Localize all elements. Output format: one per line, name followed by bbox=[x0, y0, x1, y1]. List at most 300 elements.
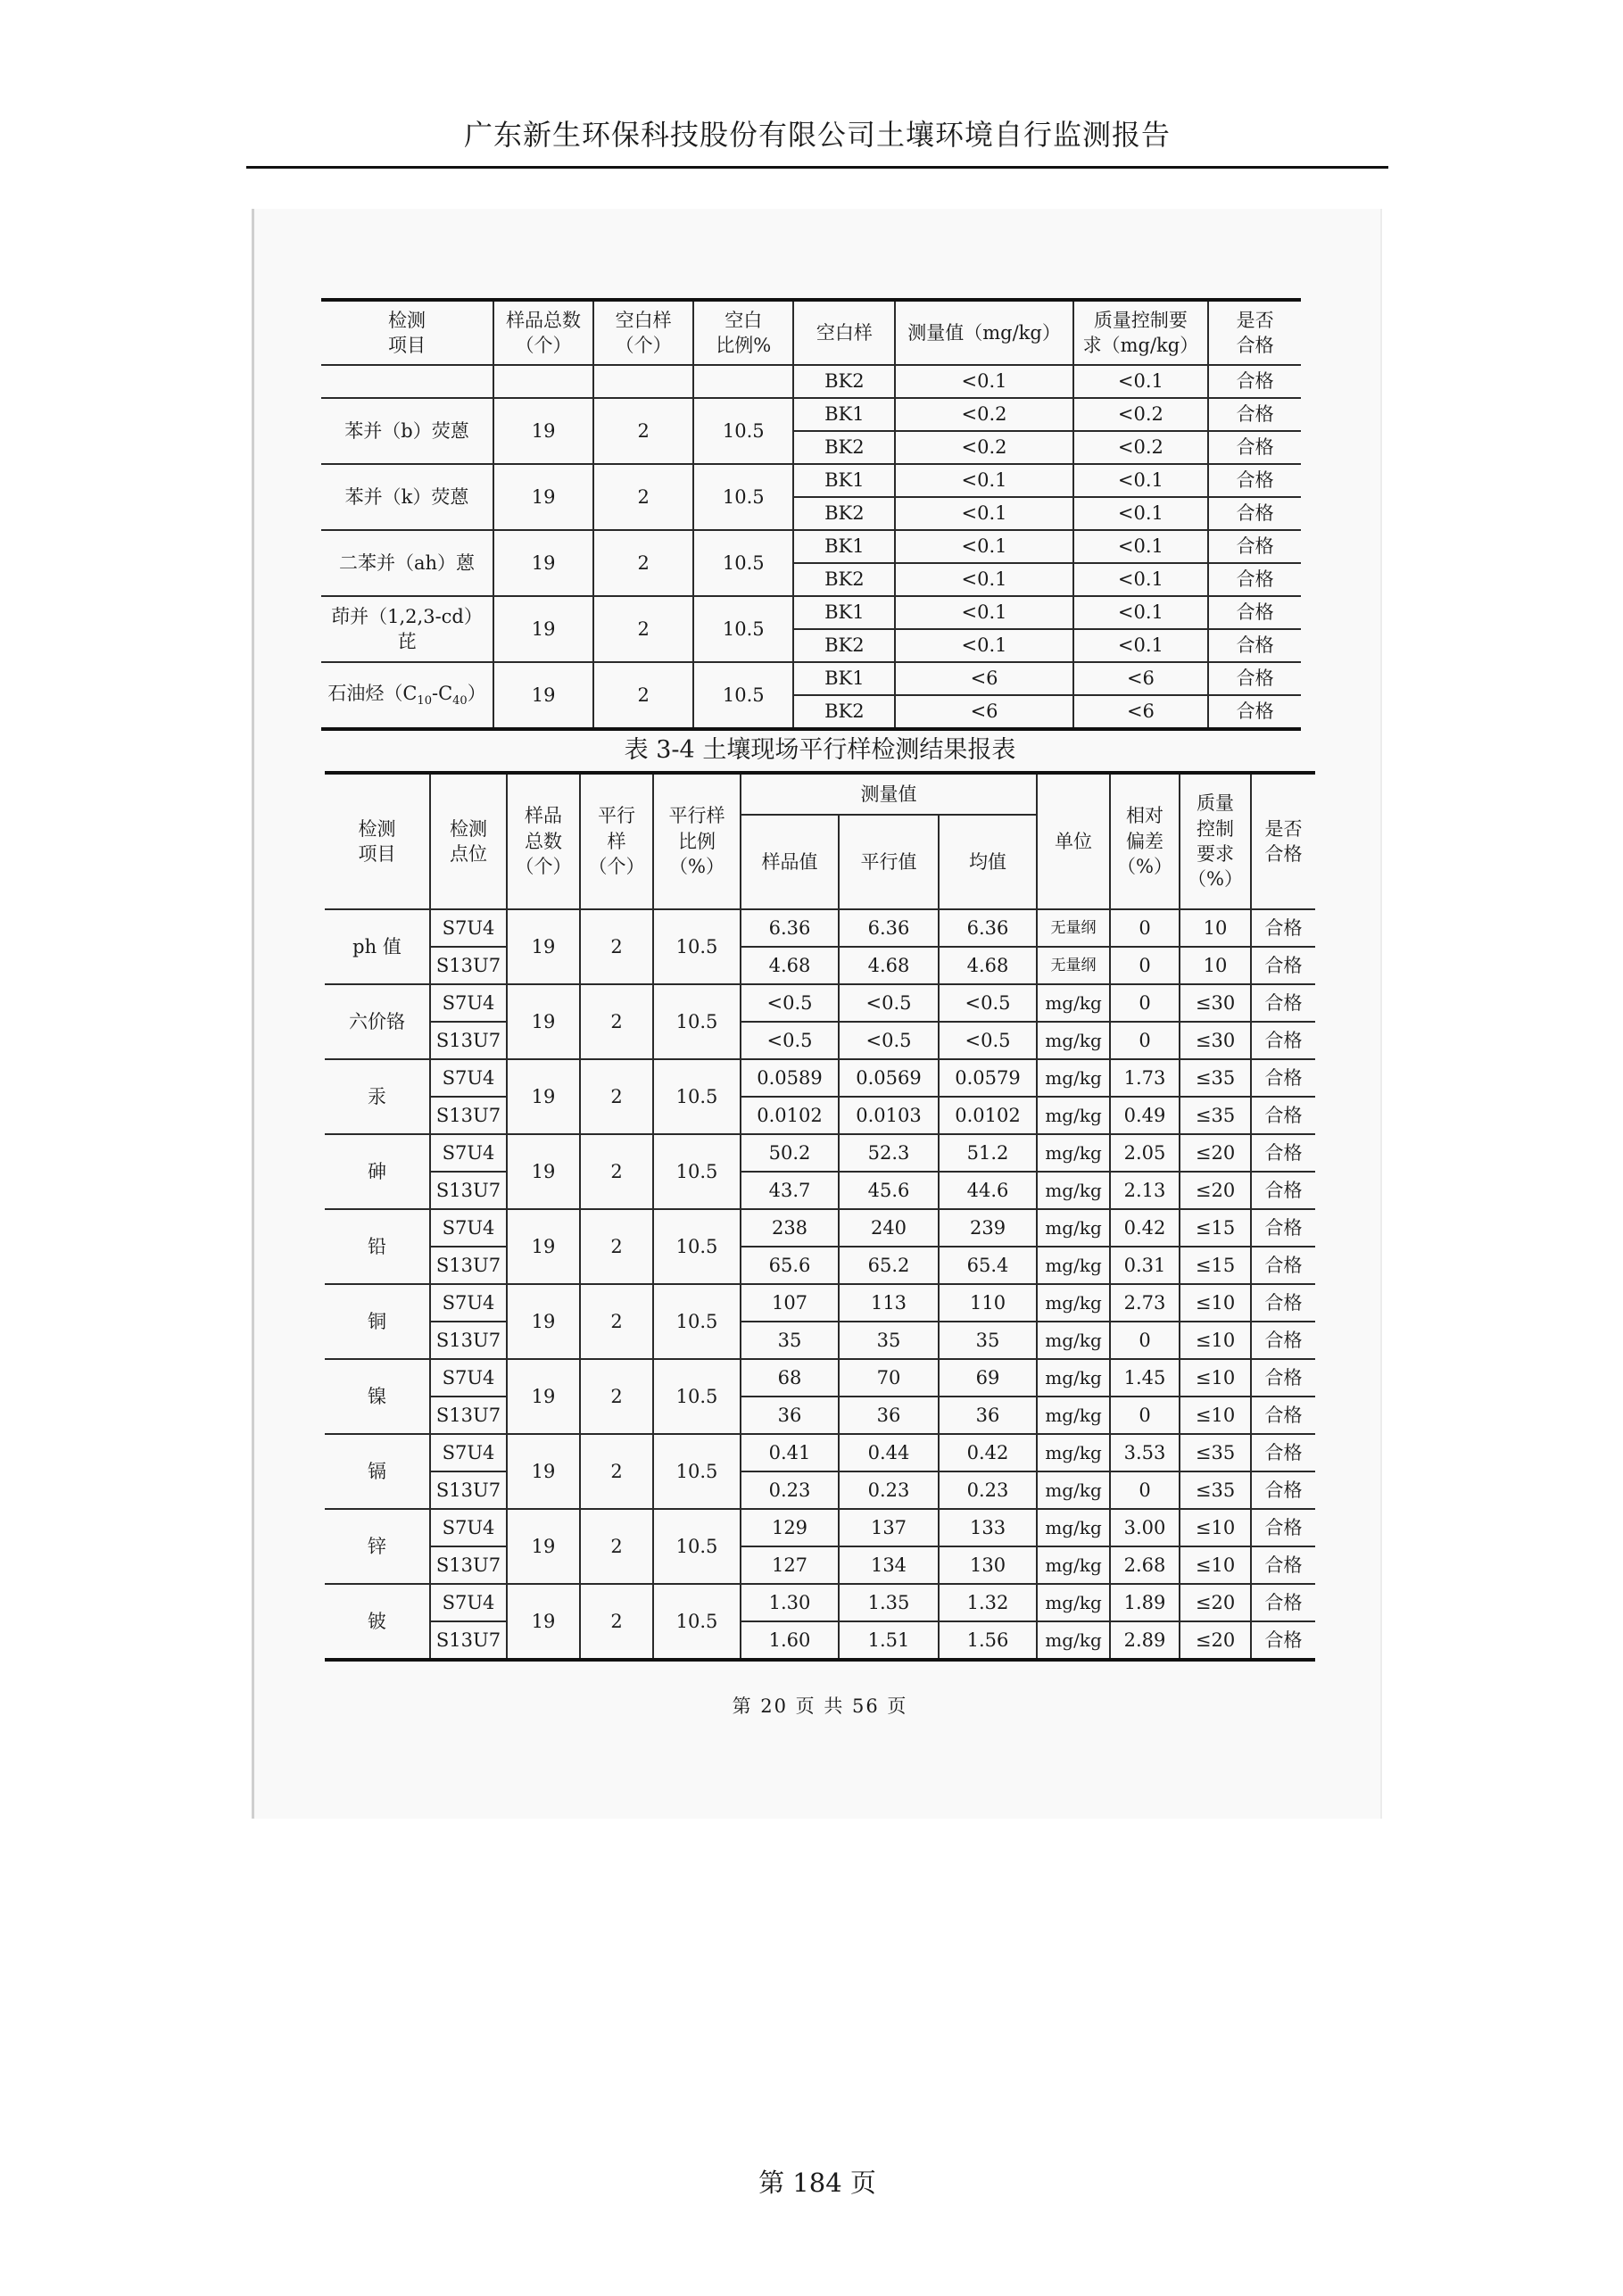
header-divider bbox=[246, 166, 1388, 169]
table-row bbox=[321, 530, 1301, 563]
test-item-cell: 苯并（k）荧蒽 bbox=[321, 464, 493, 530]
unit-cell: mg/kg bbox=[1037, 1434, 1110, 1471]
unit-cell: mg/kg bbox=[1037, 1509, 1110, 1546]
test-item-cell: 苯并（b）荧蒽 bbox=[321, 398, 493, 464]
test-item-cell: 砷 bbox=[325, 1134, 430, 1209]
result-cell: 合格 bbox=[1251, 1247, 1315, 1284]
test-item-cell: 铅 bbox=[325, 1209, 430, 1284]
measured-value-cell: <0.1 bbox=[895, 596, 1072, 629]
table-row bbox=[325, 984, 1315, 1022]
mean-value-cell: 69 bbox=[939, 1359, 1037, 1397]
result-cell: 合格 bbox=[1251, 1471, 1315, 1509]
requirement-cell: ≤30 bbox=[1180, 1022, 1251, 1059]
sample-value-cell: 0.23 bbox=[741, 1471, 839, 1509]
result-cell: 合格 bbox=[1251, 1209, 1315, 1247]
table-3-4-title: 表 3-4 土壤现场平行样检测结果报表 bbox=[624, 736, 1016, 764]
sample-value-cell: 1.30 bbox=[741, 1584, 839, 1621]
measured-value-cell: <0.2 bbox=[895, 431, 1072, 464]
parallel-value-cell: 0.0103 bbox=[839, 1097, 939, 1134]
test-item-cell: ph 值 bbox=[325, 909, 430, 984]
sample-value-cell: 6.36 bbox=[741, 909, 839, 947]
report-header: 广东新生环保科技股份有限公司土壤环境自行监测报告 bbox=[463, 118, 1171, 152]
relative-deviation-cell: 2.13 bbox=[1110, 1172, 1180, 1209]
table-row bbox=[321, 398, 1301, 431]
sample-point-cell: S13U7 bbox=[430, 1322, 507, 1359]
mean-value-cell: <0.5 bbox=[939, 984, 1037, 1022]
sample-point-cell: S13U7 bbox=[430, 1247, 507, 1284]
parallel-ratio-cell: 10.5 bbox=[653, 984, 741, 1059]
result-cell: 合格 bbox=[1251, 1172, 1315, 1209]
requirement-cell: <0.1 bbox=[1073, 365, 1209, 398]
parallel-ratio-cell: 10.5 bbox=[653, 1509, 741, 1584]
parallel-value-cell: 1.51 bbox=[839, 1621, 939, 1660]
parallel-value-cell: 6.36 bbox=[839, 909, 939, 947]
column-header: 空白样 bbox=[793, 300, 895, 365]
test-item-cell: 锌 bbox=[325, 1509, 430, 1584]
sample-point-cell: S13U7 bbox=[430, 1172, 507, 1209]
sample-point-cell: S7U4 bbox=[430, 984, 507, 1022]
requirement-cell: ≤35 bbox=[1180, 1059, 1251, 1097]
unit-cell: mg/kg bbox=[1037, 1284, 1110, 1322]
parallel-count-cell: 2 bbox=[580, 1359, 653, 1434]
unit-cell: mg/kg bbox=[1037, 1471, 1110, 1509]
parallel-count-cell: 2 bbox=[580, 909, 653, 984]
relative-deviation-cell: 1.45 bbox=[1110, 1359, 1180, 1397]
measured-value-cell: <0.1 bbox=[895, 563, 1072, 596]
blank-sample-cell: BK1 bbox=[793, 662, 895, 695]
table-row bbox=[325, 1621, 1315, 1660]
table-row bbox=[325, 1359, 1315, 1397]
requirement-cell: ≤10 bbox=[1180, 1322, 1251, 1359]
blank-sample-cell: BK2 bbox=[793, 365, 895, 398]
result-cell: 合格 bbox=[1251, 1134, 1315, 1172]
empty-cell bbox=[693, 365, 793, 398]
sample-value-cell: 1.60 bbox=[741, 1621, 839, 1660]
blank-sample-cell: BK1 bbox=[793, 596, 895, 629]
empty-cell bbox=[593, 365, 693, 398]
inner-page-number: 第 20 页 共 56 页 bbox=[732, 1695, 908, 1717]
sample-value-cell: 107 bbox=[741, 1284, 839, 1322]
sample-value-cell: 127 bbox=[741, 1546, 839, 1584]
blank-sample-table bbox=[321, 298, 1301, 731]
column-header: 相对 偏差 （%） bbox=[1110, 773, 1180, 909]
table-row bbox=[325, 1546, 1315, 1584]
relative-deviation-cell: 3.53 bbox=[1110, 1434, 1180, 1471]
relative-deviation-cell: 2.68 bbox=[1110, 1546, 1180, 1584]
requirement-cell: <0.2 bbox=[1073, 431, 1209, 464]
blank-count-cell: 2 bbox=[593, 530, 693, 596]
mean-value-cell: 4.68 bbox=[939, 947, 1037, 984]
result-cell: 合格 bbox=[1251, 1097, 1315, 1134]
relative-deviation-cell: 1.73 bbox=[1110, 1059, 1180, 1097]
relative-deviation-cell: 0 bbox=[1110, 909, 1180, 947]
parallel-ratio-cell: 10.5 bbox=[653, 1434, 741, 1509]
sample-value-cell: 65.6 bbox=[741, 1247, 839, 1284]
table-row bbox=[325, 1434, 1315, 1471]
blank-sample-cell: BK1 bbox=[793, 464, 895, 497]
table-row bbox=[321, 596, 1301, 629]
empty-cell bbox=[493, 365, 593, 398]
mean-value-cell: 0.42 bbox=[939, 1434, 1037, 1471]
blank-count-cell: 2 bbox=[593, 596, 693, 662]
relative-deviation-cell: 0 bbox=[1110, 1397, 1180, 1434]
sample-value-cell: 0.0102 bbox=[741, 1097, 839, 1134]
mean-value-cell: 65.4 bbox=[939, 1247, 1037, 1284]
table-row bbox=[325, 1322, 1315, 1359]
sample-point-cell: S13U7 bbox=[430, 1397, 507, 1434]
column-header: 样品总数 （个） bbox=[493, 300, 593, 365]
result-cell: 合格 bbox=[1251, 1584, 1315, 1621]
relative-deviation-cell: 3.00 bbox=[1110, 1509, 1180, 1546]
sample-value-cell: 238 bbox=[741, 1209, 839, 1247]
blank-sample-cell: BK1 bbox=[793, 398, 895, 431]
sample-point-cell: S13U7 bbox=[430, 1097, 507, 1134]
parallel-count-cell: 2 bbox=[580, 1059, 653, 1134]
blank-count-cell: 2 bbox=[593, 398, 693, 464]
unit-cell: mg/kg bbox=[1037, 1247, 1110, 1284]
parallel-count-cell: 2 bbox=[580, 1209, 653, 1284]
measured-value-cell: <0.1 bbox=[895, 629, 1072, 662]
table-row bbox=[321, 365, 1301, 398]
result-cell: 合格 bbox=[1251, 1621, 1315, 1660]
measured-value-cell: <0.1 bbox=[895, 464, 1072, 497]
parallel-ratio-cell: 10.5 bbox=[653, 1209, 741, 1284]
measured-value-cell: <6 bbox=[895, 695, 1072, 729]
sample-value-cell: 0.0589 bbox=[741, 1059, 839, 1097]
parallel-count-cell: 2 bbox=[580, 984, 653, 1059]
column-header: 单位 bbox=[1037, 773, 1110, 909]
table-row bbox=[321, 662, 1301, 695]
sample-total-cell: 19 bbox=[507, 1134, 580, 1209]
relative-deviation-cell: 2.73 bbox=[1110, 1284, 1180, 1322]
unit-cell: 无量纲 bbox=[1037, 947, 1110, 984]
parallel-count-cell: 2 bbox=[580, 1509, 653, 1584]
sample-total-cell: 19 bbox=[507, 1284, 580, 1359]
sample-total-cell: 19 bbox=[493, 596, 593, 662]
requirement-cell: ≤35 bbox=[1180, 1434, 1251, 1471]
unit-cell: mg/kg bbox=[1037, 1059, 1110, 1097]
requirement-cell: <0.1 bbox=[1073, 596, 1209, 629]
requirement-cell: ≤35 bbox=[1180, 1097, 1251, 1134]
table-row bbox=[325, 1022, 1315, 1059]
column-header: 质量控制要 求（mg/kg） bbox=[1073, 300, 1209, 365]
blank-ratio-cell: 10.5 bbox=[693, 596, 793, 662]
blank-sample-cell: BK2 bbox=[793, 497, 895, 530]
requirement-cell: ≤15 bbox=[1180, 1209, 1251, 1247]
mean-value-cell: <0.5 bbox=[939, 1022, 1037, 1059]
result-cell: 合格 bbox=[1208, 464, 1301, 497]
mean-value-cell: 0.0579 bbox=[939, 1059, 1037, 1097]
table-row bbox=[325, 1509, 1315, 1546]
requirement-cell: ≤10 bbox=[1180, 1509, 1251, 1546]
blank-ratio-cell: 10.5 bbox=[693, 398, 793, 464]
table-row bbox=[325, 1059, 1315, 1097]
unit-cell: mg/kg bbox=[1037, 1359, 1110, 1397]
column-header: 检测 项目 bbox=[321, 300, 493, 365]
requirement-cell: ≤20 bbox=[1180, 1172, 1251, 1209]
test-item-cell: 石油烃$(C_{10}-C_{40})$ bbox=[321, 662, 493, 729]
result-cell: 合格 bbox=[1208, 365, 1301, 398]
requirement-cell: 10 bbox=[1180, 909, 1251, 947]
relative-deviation-cell: 0 bbox=[1110, 1322, 1180, 1359]
table-row bbox=[325, 1134, 1315, 1172]
blank-ratio-cell: 10.5 bbox=[693, 464, 793, 530]
sample-point-cell: S13U7 bbox=[430, 1621, 507, 1660]
parallel-count-cell: 2 bbox=[580, 1134, 653, 1209]
requirement-cell: ≤15 bbox=[1180, 1247, 1251, 1284]
result-cell: 合格 bbox=[1251, 909, 1315, 947]
parallel-value-cell: 134 bbox=[839, 1546, 939, 1584]
parallel-value-cell: <0.5 bbox=[839, 984, 939, 1022]
requirement-cell: ≤20 bbox=[1180, 1134, 1251, 1172]
unit-cell: mg/kg bbox=[1037, 1546, 1110, 1584]
empty-cell bbox=[321, 365, 493, 398]
result-cell: 合格 bbox=[1208, 629, 1301, 662]
sample-point-cell: S7U4 bbox=[430, 1509, 507, 1546]
requirement-cell: ≤35 bbox=[1180, 1471, 1251, 1509]
sample-value-cell: <0.5 bbox=[741, 1022, 839, 1059]
measured-value-cell: <0.2 bbox=[895, 398, 1072, 431]
mean-value-cell: 6.36 bbox=[939, 909, 1037, 947]
relative-deviation-cell: 0 bbox=[1110, 1022, 1180, 1059]
unit-cell: mg/kg bbox=[1037, 1172, 1110, 1209]
result-cell: 合格 bbox=[1208, 398, 1301, 431]
table-row bbox=[321, 464, 1301, 497]
test-item-cell: 铍 bbox=[325, 1584, 430, 1660]
relative-deviation-cell: 2.89 bbox=[1110, 1621, 1180, 1660]
sample-point-cell: S13U7 bbox=[430, 1471, 507, 1509]
sample-point-cell: S7U4 bbox=[430, 1434, 507, 1471]
parallel-ratio-cell: 10.5 bbox=[653, 1584, 741, 1660]
sample-value-cell: 68 bbox=[741, 1359, 839, 1397]
sample-value-cell: 35 bbox=[741, 1322, 839, 1359]
result-cell: 合格 bbox=[1208, 563, 1301, 596]
unit-cell: mg/kg bbox=[1037, 1621, 1110, 1660]
column-header: 平行值 bbox=[839, 815, 939, 909]
blank-count-cell: 2 bbox=[593, 464, 693, 530]
requirement-cell: <6 bbox=[1073, 695, 1209, 729]
blank-sample-cell: BK1 bbox=[793, 530, 895, 563]
mean-value-cell: 1.56 bbox=[939, 1621, 1037, 1660]
result-cell: 合格 bbox=[1251, 1322, 1315, 1359]
mean-value-cell: 0.23 bbox=[939, 1471, 1037, 1509]
mean-value-cell: 133 bbox=[939, 1509, 1037, 1546]
mean-value-cell: 35 bbox=[939, 1322, 1037, 1359]
sample-total-cell: 19 bbox=[507, 909, 580, 984]
relative-deviation-cell: 0 bbox=[1110, 947, 1180, 984]
table-row bbox=[325, 1247, 1315, 1284]
parallel-ratio-cell: 10.5 bbox=[653, 1134, 741, 1209]
blank-ratio-cell: 10.5 bbox=[693, 530, 793, 596]
sample-total-cell: 19 bbox=[507, 1434, 580, 1509]
table-row bbox=[325, 909, 1315, 947]
sample-point-cell: S7U4 bbox=[430, 1059, 507, 1097]
requirement-cell: ≤30 bbox=[1180, 984, 1251, 1022]
table-row bbox=[325, 1209, 1315, 1247]
parallel-value-cell: 52.3 bbox=[839, 1134, 939, 1172]
requirement-cell: ≤10 bbox=[1180, 1359, 1251, 1397]
sample-total-cell: 19 bbox=[493, 398, 593, 464]
sample-value-cell: 0.41 bbox=[741, 1434, 839, 1471]
parallel-value-cell: 240 bbox=[839, 1209, 939, 1247]
table-row bbox=[325, 1172, 1315, 1209]
sample-total-cell: 19 bbox=[493, 662, 593, 729]
result-cell: 合格 bbox=[1208, 596, 1301, 629]
result-cell: 合格 bbox=[1251, 1434, 1315, 1471]
unit-cell: mg/kg bbox=[1037, 1584, 1110, 1621]
sample-point-cell: S7U4 bbox=[430, 1284, 507, 1322]
parallel-value-cell: <0.5 bbox=[839, 1022, 939, 1059]
table-row bbox=[325, 1097, 1315, 1134]
relative-deviation-cell: 0.49 bbox=[1110, 1097, 1180, 1134]
parallel-value-cell: 4.68 bbox=[839, 947, 939, 984]
unit-cell: 无量纲 bbox=[1037, 909, 1110, 947]
sample-point-cell: S7U4 bbox=[430, 1359, 507, 1397]
measured-value-cell: <6 bbox=[895, 662, 1072, 695]
parallel-value-cell: 0.23 bbox=[839, 1471, 939, 1509]
requirement-cell: <0.1 bbox=[1073, 530, 1209, 563]
sample-value-cell: 4.68 bbox=[741, 947, 839, 984]
column-header: 空白样 （个） bbox=[593, 300, 693, 365]
mean-value-cell: 239 bbox=[939, 1209, 1037, 1247]
mean-value-cell: 51.2 bbox=[939, 1134, 1037, 1172]
result-cell: 合格 bbox=[1251, 1397, 1315, 1434]
requirement-cell: <0.1 bbox=[1073, 629, 1209, 662]
requirement-cell: <6 bbox=[1073, 662, 1209, 695]
sample-total-cell: 19 bbox=[507, 1359, 580, 1434]
parallel-value-cell: 36 bbox=[839, 1397, 939, 1434]
result-cell: 合格 bbox=[1251, 1284, 1315, 1322]
unit-cell: mg/kg bbox=[1037, 984, 1110, 1022]
column-header: 样品值 bbox=[741, 815, 839, 909]
measured-value-cell: <0.1 bbox=[895, 530, 1072, 563]
column-header: 检测 点位 bbox=[430, 773, 507, 909]
parallel-value-cell: 0.0569 bbox=[839, 1059, 939, 1097]
parallel-value-cell: 70 bbox=[839, 1359, 939, 1397]
mean-value-cell: 1.32 bbox=[939, 1584, 1037, 1621]
test-item-cell: 镉 bbox=[325, 1434, 430, 1509]
table-row bbox=[325, 1584, 1315, 1621]
test-item-cell: 汞 bbox=[325, 1059, 430, 1134]
column-header: 样品 总数 （个） bbox=[507, 773, 580, 909]
parallel-ratio-cell: 10.5 bbox=[653, 1059, 741, 1134]
parallel-value-cell: 65.2 bbox=[839, 1247, 939, 1284]
result-cell: 合格 bbox=[1251, 1509, 1315, 1546]
parallel-count-cell: 2 bbox=[580, 1284, 653, 1359]
parallel-ratio-cell: 10.5 bbox=[653, 909, 741, 984]
column-header: 质量 控制 要求 （%） bbox=[1180, 773, 1251, 909]
parallel-value-cell: 1.35 bbox=[839, 1584, 939, 1621]
requirement-cell: <0.1 bbox=[1073, 497, 1209, 530]
sample-point-cell: S13U7 bbox=[430, 1546, 507, 1584]
parallel-ratio-cell: 10.5 bbox=[653, 1359, 741, 1434]
result-cell: 合格 bbox=[1208, 431, 1301, 464]
column-header: 空白 比例% bbox=[693, 300, 793, 365]
blank-sample-cell: BK2 bbox=[793, 563, 895, 596]
requirement-cell: <0.1 bbox=[1073, 464, 1209, 497]
blank-count-cell: 2 bbox=[593, 662, 693, 729]
unit-cell: mg/kg bbox=[1037, 1134, 1110, 1172]
table-row bbox=[325, 1471, 1315, 1509]
result-cell: 合格 bbox=[1208, 497, 1301, 530]
result-cell: 合格 bbox=[1251, 984, 1315, 1022]
column-header: 测量值 bbox=[741, 773, 1037, 815]
sample-value-cell: 50.2 bbox=[741, 1134, 839, 1172]
parallel-sample-table bbox=[325, 771, 1315, 1662]
unit-cell: mg/kg bbox=[1037, 1022, 1110, 1059]
unit-cell: mg/kg bbox=[1037, 1097, 1110, 1134]
blank-ratio-cell: 10.5 bbox=[693, 662, 793, 729]
result-cell: 合格 bbox=[1251, 1359, 1315, 1397]
sample-value-cell: 43.7 bbox=[741, 1172, 839, 1209]
parallel-value-cell: 113 bbox=[839, 1284, 939, 1322]
mean-value-cell: 110 bbox=[939, 1284, 1037, 1322]
sample-total-cell: 19 bbox=[507, 1059, 580, 1134]
parallel-value-cell: 0.44 bbox=[839, 1434, 939, 1471]
requirement-cell: ≤10 bbox=[1180, 1397, 1251, 1434]
unit-cell: mg/kg bbox=[1037, 1322, 1110, 1359]
column-header: 是否 合格 bbox=[1208, 300, 1301, 365]
parallel-value-cell: 35 bbox=[839, 1322, 939, 1359]
test-item-cell: 二苯并（ah）蒽 bbox=[321, 530, 493, 596]
measured-value-cell: <0.1 bbox=[895, 497, 1072, 530]
relative-deviation-cell: 0 bbox=[1110, 984, 1180, 1022]
table-header-row bbox=[321, 300, 1301, 365]
unit-cell: mg/kg bbox=[1037, 1397, 1110, 1434]
parallel-ratio-cell: 10.5 bbox=[653, 1284, 741, 1359]
result-cell: 合格 bbox=[1251, 1546, 1315, 1584]
sample-point-cell: S13U7 bbox=[430, 1022, 507, 1059]
sample-total-cell: 19 bbox=[493, 530, 593, 596]
sample-value-cell: <0.5 bbox=[741, 984, 839, 1022]
blank-sample-cell: BK2 bbox=[793, 695, 895, 729]
mean-value-cell: 130 bbox=[939, 1546, 1037, 1584]
mean-value-cell: 36 bbox=[939, 1397, 1037, 1434]
sample-total-cell: 19 bbox=[493, 464, 593, 530]
sample-total-cell: 19 bbox=[507, 1509, 580, 1584]
sample-point-cell: S7U4 bbox=[430, 1209, 507, 1247]
measured-value-cell: <0.1 bbox=[895, 365, 1072, 398]
relative-deviation-cell: 0.42 bbox=[1110, 1209, 1180, 1247]
table-row bbox=[325, 1397, 1315, 1434]
result-cell: 合格 bbox=[1208, 662, 1301, 695]
requirement-cell: <0.1 bbox=[1073, 563, 1209, 596]
requirement-cell: ≤10 bbox=[1180, 1546, 1251, 1584]
page-number: 第 184 页 bbox=[758, 2168, 876, 2198]
parallel-count-cell: 2 bbox=[580, 1434, 653, 1509]
relative-deviation-cell: 0 bbox=[1110, 1471, 1180, 1509]
sample-total-cell: 19 bbox=[507, 1584, 580, 1660]
sample-point-cell: S7U4 bbox=[430, 909, 507, 947]
table-row bbox=[325, 947, 1315, 984]
requirement-cell: ≤20 bbox=[1180, 1584, 1251, 1621]
column-header: 测量值（mg/kg） bbox=[895, 300, 1072, 365]
column-header: 均值 bbox=[939, 815, 1037, 909]
result-cell: 合格 bbox=[1251, 1022, 1315, 1059]
relative-deviation-cell: 2.05 bbox=[1110, 1134, 1180, 1172]
column-header: 平行 样 （个） bbox=[580, 773, 653, 909]
sample-point-cell: S7U4 bbox=[430, 1584, 507, 1621]
test-item-cell: 铜 bbox=[325, 1284, 430, 1359]
test-item-cell: 镍 bbox=[325, 1359, 430, 1434]
column-header: 是否 合格 bbox=[1251, 773, 1315, 909]
sample-value-cell: 129 bbox=[741, 1509, 839, 1546]
column-header: 检测 项目 bbox=[325, 773, 430, 909]
sample-point-cell: S13U7 bbox=[430, 947, 507, 984]
table-header-row bbox=[325, 773, 1315, 815]
table-row bbox=[325, 1284, 1315, 1322]
test-item-cell: 茚并（1,2,3-cd） 芘 bbox=[321, 596, 493, 662]
